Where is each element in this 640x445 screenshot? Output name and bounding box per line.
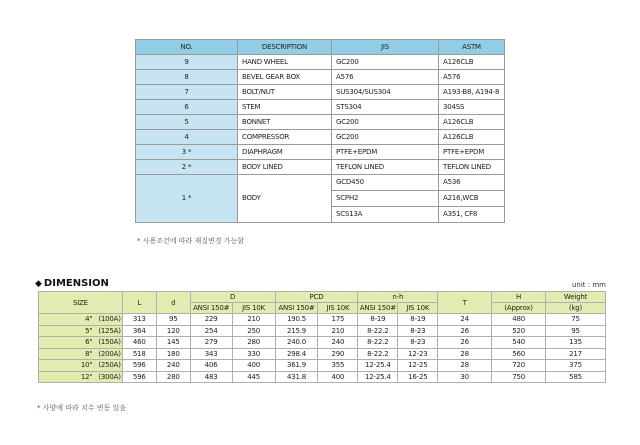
part-description: DIAPHRAGM (238, 145, 332, 160)
dim-d-jis: 400 (232, 360, 275, 372)
dim-nh-jis: 8-23 (398, 337, 438, 349)
dim-w: 585 (546, 371, 606, 383)
size-inch: 5" (39, 325, 97, 337)
header-size: SIZE (39, 292, 123, 314)
dimension-row (39, 314, 606, 326)
parts-row (136, 70, 505, 85)
dim-nh-jis: 8-23 (398, 325, 438, 337)
parts-row (136, 130, 505, 145)
dim-w: 217 (546, 348, 606, 360)
dim-t: 30 (438, 371, 492, 383)
dim-nh-ansi: 8-22.2 (358, 348, 398, 360)
dim-d-jis: 445 (232, 371, 275, 383)
dim-d-small: 120 (156, 325, 190, 337)
part-jis: A576 (332, 70, 439, 85)
part-no: 7 (136, 85, 238, 100)
header-weight-kg: (kg) (546, 303, 606, 314)
part-description: BODY (238, 175, 332, 223)
dim-nh-ansi: 8-22.2 (358, 325, 398, 337)
parts-row (136, 55, 505, 70)
dim-d-small: 95 (156, 314, 190, 326)
part-astm: A351, CF8 (439, 207, 505, 223)
header-h: H (492, 292, 546, 303)
part-astm: A576 (439, 70, 505, 85)
header-pcd-jis: JIS 10K (318, 303, 358, 314)
dimension-row (39, 337, 606, 349)
header-description: DESCRIPTION (238, 40, 332, 55)
dim-d-jis: 210 (232, 314, 275, 326)
dimension-table (38, 291, 606, 383)
parts-body (136, 55, 505, 223)
header-t: T (438, 292, 492, 314)
dim-l: 364 (122, 325, 156, 337)
header-d-jis: JIS 10K (232, 303, 275, 314)
part-astm: A126CLB (439, 55, 505, 70)
dim-l: 313 (122, 314, 156, 326)
dim-w: 375 (546, 360, 606, 372)
dim-nh-jis: 16-25 (398, 371, 438, 383)
part-astm: A126CLB (439, 130, 505, 145)
dim-t: 26 (438, 325, 492, 337)
part-description: STEM (238, 100, 332, 115)
part-jis: TEFLON LINED (332, 160, 439, 175)
header-n-h: n-h (358, 292, 438, 303)
dimension-body (39, 314, 606, 383)
dimension-row (39, 348, 606, 360)
dimension-row (39, 325, 606, 337)
header-d-small: d (156, 292, 190, 314)
part-astm: TEFLON LINED (439, 160, 505, 175)
size-dn: (200A) (98, 349, 121, 358)
part-jis: STS304 (332, 100, 439, 115)
part-no: 8 (136, 70, 238, 85)
part-astm: PTFE+EPDM (439, 145, 505, 160)
dim-l: 518 (122, 348, 156, 360)
dimension-title-text: DIMENSION (43, 278, 109, 289)
dim-h: 750 (492, 371, 546, 383)
dimension-header-row (39, 292, 606, 303)
header-nh-ansi: ANSI 150# (359, 304, 396, 312)
dim-nh-ansi: 8-19 (358, 314, 398, 326)
dim-nh-ansi: 12-25.4 (358, 371, 398, 383)
dim-l: 596 (122, 360, 156, 372)
dim-nh-ansi: 12-25.4 (358, 360, 398, 372)
parts-row (136, 145, 505, 160)
dim-pcd-ansi: 190.5 (275, 314, 318, 326)
part-no: 9 (136, 55, 238, 70)
part-astm: A216,WCB (439, 191, 505, 207)
dim-pcd-jis: 240 (318, 337, 358, 349)
dim-d-ansi: 229 (190, 314, 232, 326)
size-inch: 10" (39, 360, 97, 372)
unit-label: unit : mm (571, 281, 606, 289)
part-no: 3 * (136, 145, 238, 160)
part-jis: GC200 (332, 115, 439, 130)
size-inch: 6" (39, 337, 97, 349)
header-jis: JIS (332, 40, 439, 55)
parts-row (136, 85, 505, 100)
header-no: NO. (136, 40, 238, 55)
dim-w: 135 (546, 337, 606, 349)
dim-t: 28 (438, 360, 492, 372)
dim-d-ansi: 483 (190, 371, 232, 383)
dim-h: 560 (492, 348, 546, 360)
part-jis: SCS13A (332, 207, 439, 223)
part-no: 2 * (136, 160, 238, 175)
dim-d-jis: 280 (232, 337, 275, 349)
dim-nh-jis: 8-19 (398, 314, 438, 326)
header-d-ansi: ANSI 150# (190, 303, 232, 314)
dim-pcd-jis: 175 (318, 314, 358, 326)
part-description: BODY LINED (238, 160, 332, 175)
parts-table (135, 39, 505, 223)
dim-h: 540 (492, 337, 546, 349)
dim-pcd-ansi: 240.0 (275, 337, 318, 349)
part-description: BONNET (238, 115, 332, 130)
size-dn: (250A) (98, 361, 121, 370)
dimension-note: * 사양에 따라 치수 변동 있음 (37, 404, 127, 412)
dim-d-ansi: 254 (190, 325, 232, 337)
size-inch: 8" (39, 348, 97, 360)
dim-nh-jis: 12-25 (398, 360, 438, 372)
diamond-icon: ◆ (35, 279, 42, 289)
part-no: 6 (136, 100, 238, 115)
dim-d-ansi: 279 (190, 337, 232, 349)
part-description: COMPRESSOR (238, 130, 332, 145)
part-jis: GC200 (332, 55, 439, 70)
size-dn: (300A) (98, 372, 121, 381)
dimension-row (39, 371, 606, 383)
dim-nh-ansi: 8-22.2 (358, 337, 398, 349)
dim-d-jis: 250 (232, 325, 275, 337)
part-jis: GC200 (332, 130, 439, 145)
parts-note: * 사용조건에 따라 재질변경 가능함 (137, 237, 245, 245)
header-h-approx: (Approx) (492, 303, 546, 314)
part-no: 4 (136, 130, 238, 145)
part-astm: A193-B8, A194-8 (439, 85, 505, 100)
size-inch: 4" (39, 314, 97, 326)
size-dn: (125A) (98, 326, 121, 335)
header-pcd: PCD (275, 292, 358, 303)
header-weight: Weight (546, 292, 606, 303)
dim-d-jis: 330 (232, 348, 275, 360)
part-jis: SUS304/SUS304 (332, 85, 439, 100)
header-d: D (190, 292, 275, 303)
part-astm: 304SS (439, 100, 505, 115)
part-astm: A536 (439, 175, 505, 191)
dim-d-ansi: 406 (190, 360, 232, 372)
part-astm: A126CLB (439, 115, 505, 130)
dim-d-ansi: 343 (190, 348, 232, 360)
dim-l: 596 (122, 371, 156, 383)
dim-pcd-jis: 290 (318, 348, 358, 360)
dim-nh-jis: 12-23 (398, 348, 438, 360)
part-jis: GCD450 (332, 175, 439, 191)
dim-pcd-jis: 400 (318, 371, 358, 383)
dim-pcd-jis: 355 (318, 360, 358, 372)
dim-h: 520 (492, 325, 546, 337)
part-no: 1 * (136, 175, 238, 223)
dim-l: 460 (122, 337, 156, 349)
dim-t: 24 (438, 314, 492, 326)
header-pcd-ansi: ANSI 150# (275, 303, 318, 314)
dim-h: 480 (492, 314, 546, 326)
dim-d-small: 280 (156, 371, 190, 383)
part-description: BEVEL GEAR BOX (238, 70, 332, 85)
body-row (136, 175, 505, 191)
header-astm: ASTM (439, 40, 505, 55)
size-dn: (100A) (98, 315, 121, 324)
size-inch: 12" (39, 371, 97, 383)
dim-pcd-ansi: 361.9 (275, 360, 318, 372)
dimension-row (39, 360, 606, 372)
dim-pcd-jis: 210 (318, 325, 358, 337)
dim-h: 720 (492, 360, 546, 372)
part-description: BOLT/NUT (238, 85, 332, 100)
dim-t: 28 (438, 348, 492, 360)
dim-d-small: 240 (156, 360, 190, 372)
header-nh-jis: JIS 10K (398, 303, 438, 314)
dimension-title (35, 278, 109, 289)
dim-d-small: 180 (156, 348, 190, 360)
part-no: 5 (136, 115, 238, 130)
dim-pcd-ansi: 431.8 (275, 371, 318, 383)
header-l: L (122, 292, 156, 314)
parts-row (136, 115, 505, 130)
parts-row (136, 100, 505, 115)
dim-w: 75 (546, 314, 606, 326)
dim-d-small: 145 (156, 337, 190, 349)
parts-row (136, 160, 505, 175)
part-jis: PTFE+EPDM (332, 145, 439, 160)
size-dn: (150A) (98, 338, 121, 347)
parts-header-row (136, 40, 505, 55)
dim-t: 26 (438, 337, 492, 349)
part-description: HAND WHEEL (238, 55, 332, 70)
dim-w: 95 (546, 325, 606, 337)
part-jis: SCPH2 (332, 191, 439, 207)
dim-pcd-ansi: 215.9 (275, 325, 318, 337)
dim-pcd-ansi: 298.4 (275, 348, 318, 360)
